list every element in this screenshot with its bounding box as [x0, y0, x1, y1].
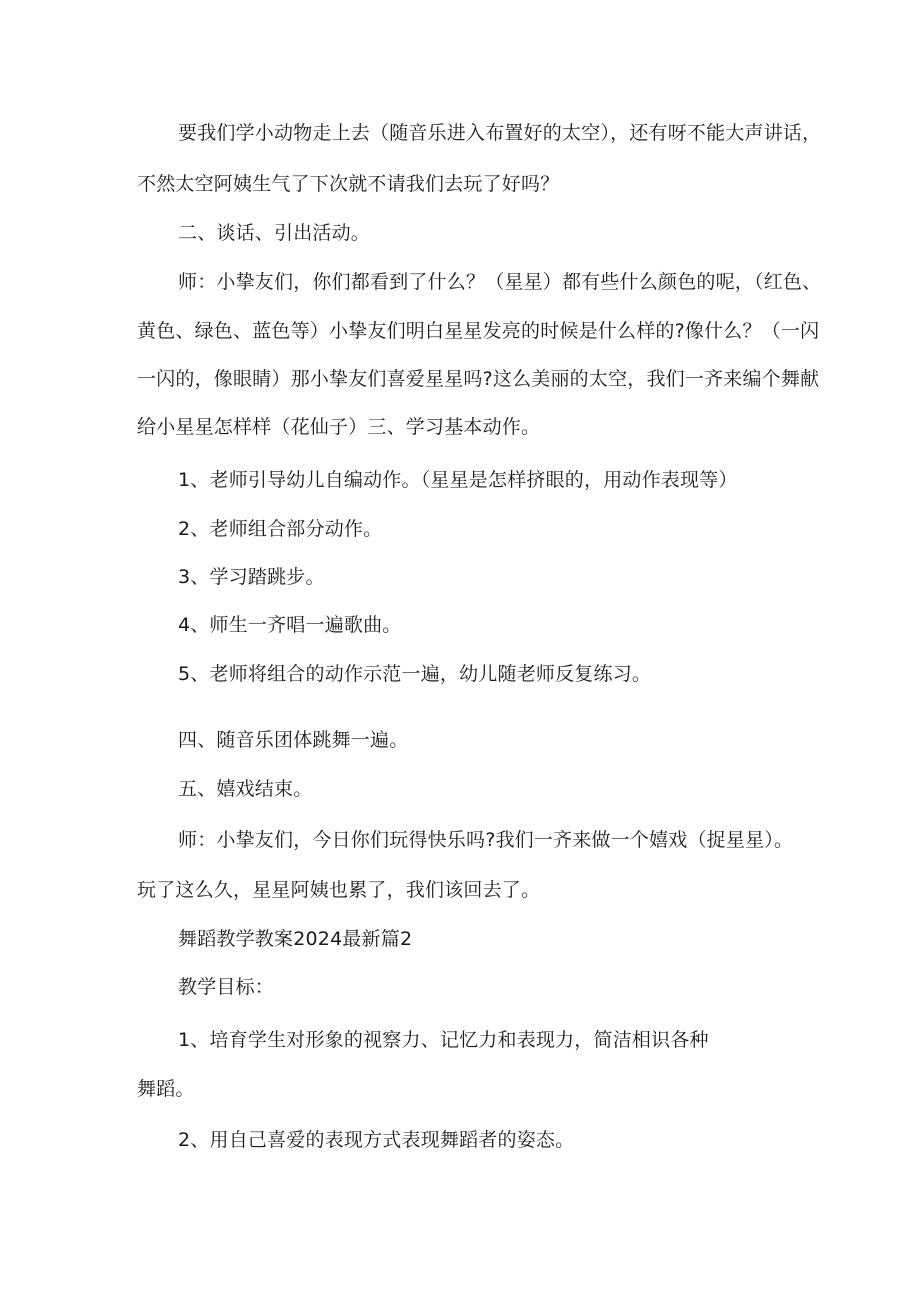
list-item: 5、老师将组合的动作示范一遍，幼儿随老师反复练习。	[178, 663, 652, 685]
list-item: 2、老师组合部分动作。	[178, 518, 383, 540]
list-item-continuation: 舞蹈。	[137, 1078, 195, 1100]
list-item: 1、老师引导幼儿自编动作。（星星是怎样挤眼的，用动作表现等）	[178, 469, 738, 491]
list-item: 4、师生一齐唱一遍歌曲。	[178, 614, 402, 636]
section-title: 舞蹈教学教案2024最新篇2	[178, 928, 413, 950]
paragraph-line: 师：小挚友们，你们都看到了什么？（星星）都有些什么颜色的呢，（红色、	[178, 271, 822, 293]
section-heading: 五、嬉戏结束。	[178, 778, 313, 800]
paragraph-line: 玩了这么久，星星阿姨也累了，我们该回去了。	[137, 879, 541, 901]
paragraph-line: 要我们学小动物走上去（随音乐进入布置好的太空），还有呀不能大声讲话，	[178, 122, 822, 144]
paragraph-line: 一闪的，像眼睛）那小挚友们喜爱星星吗?这么美丽的太空，我们一齐来编个舞献	[137, 368, 820, 390]
paragraph-line: 给小星星怎样样（花仙子）三、学习基本动作。	[137, 416, 541, 438]
list-item: 1、培育学生对形象的视察力、记忆力和表现力，简洁相识各种	[178, 1029, 709, 1051]
list-item: 2、用自己喜爱的表现方式表现舞蹈者的姿态。	[178, 1129, 575, 1151]
list-item: 3、学习踏跳步。	[178, 566, 325, 588]
paragraph-line: 师：小挚友们，今日你们玩得快乐吗?我们一齐来做一个嬉戏（捉星星）。	[178, 829, 794, 851]
section-heading: 二、谈话、引出活动。	[178, 222, 371, 244]
section-heading: 四、随音乐团体跳舞一遍。	[178, 729, 409, 751]
section-heading: 教学目标：	[178, 976, 275, 998]
paragraph-line: 不然太空阿姨生气了下次就不请我们去玩了好吗？	[137, 173, 560, 195]
paragraph-line: 黄色、绿色、蓝色等）小挚友们明白星星发亮的时候是什么样的?像什么？（一闪	[137, 320, 820, 342]
